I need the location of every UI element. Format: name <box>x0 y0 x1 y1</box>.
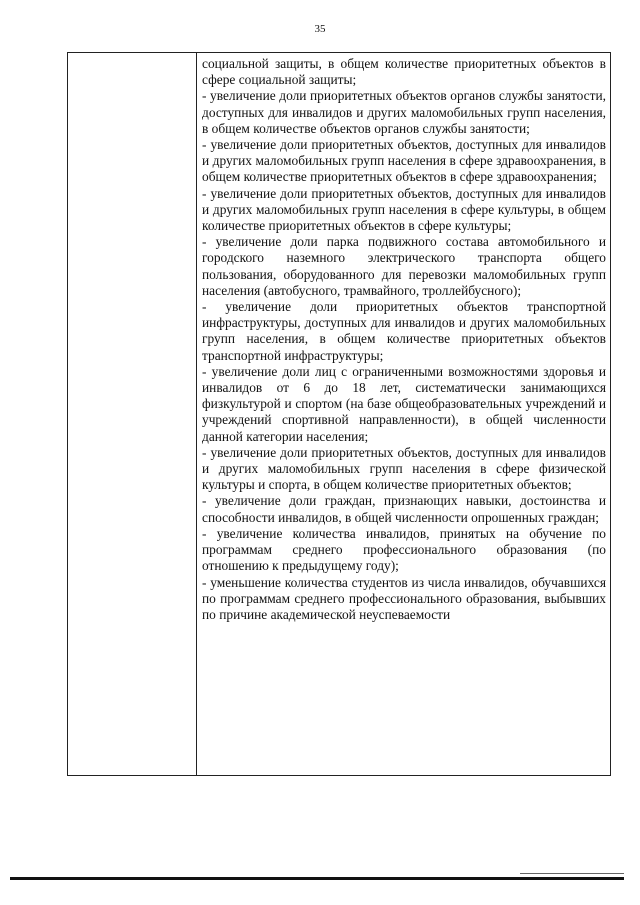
scan-edge-line <box>520 873 624 874</box>
list-item: - увеличение доли парка подвижного состава автомобильного и городского наземного электрического транспорта общего пользования, оборудованного для перевозки маломобильных групп населения (автобусного, трамвайного, троллейбусного); <box>202 234 606 298</box>
list-item: - увеличение доли приоритетных объектов, доступных для инвалидов и других маломобильных групп населения в сфере здравоохранения, в общем количестве приоритетных объектов в сфере здравоохранения; <box>202 137 606 185</box>
list-item: - увеличение доли лиц с ограниченными возможностями здоровья и инвалидов от 6 до 18 лет, систематически занимающихся физкультурой и спортом (на базе общеобразовательных учреждений и учреждений спортивной направленности), в общей численности данной категории населения; <box>202 363 606 444</box>
bottom-divider <box>10 877 624 880</box>
list-item: - увеличение доли приоритетных объектов органов службы занятости, доступных для инвалидов и других маломобильных групп населения, в общем количестве объектов органов службы занятости; <box>202 88 606 136</box>
document-table <box>67 52 611 776</box>
list-item: - увеличение количества инвалидов, принятых на обучение по программам среднего профессионального образования (по отношению к предыдущему году); <box>202 525 606 574</box>
list-item: - уменьшение количества студентов из числа инвалидов, обучавшихся по программам среднего профессионального образования, выбывших по причине академической неуспеваемости <box>202 574 606 622</box>
list-item: - увеличение доли приоритетных объектов транспортной инфраструктуры, доступных для инвалидов и других маломобильных групп населения, в общем количестве приоритетных объектов транспортной инфраструктуры; <box>202 299 606 363</box>
left-column-cell <box>68 53 197 775</box>
page-number: 35 <box>314 23 326 35</box>
right-column-cell <box>198 53 610 623</box>
list-item: социальной защиты, в общем количестве приоритетных объектов в сфере социальной защиты; <box>202 56 606 88</box>
list-item: - увеличение доли граждан, признающих навыки, достоинства и способности инвалидов, в общей численности опрошенных граждан; <box>202 493 606 525</box>
list-item: - увеличение доли приоритетных объектов, доступных для инвалидов и других маломобильных групп населения в сфере физической культуры и спорта, в общем количестве приоритетных объектов; <box>202 444 606 493</box>
list-item: - увеличение доли приоритетных объектов, доступных для инвалидов и других маломобильных групп населения в сфере культуры, в общем количестве приоритетных объектов в сфере культуры; <box>202 185 606 234</box>
